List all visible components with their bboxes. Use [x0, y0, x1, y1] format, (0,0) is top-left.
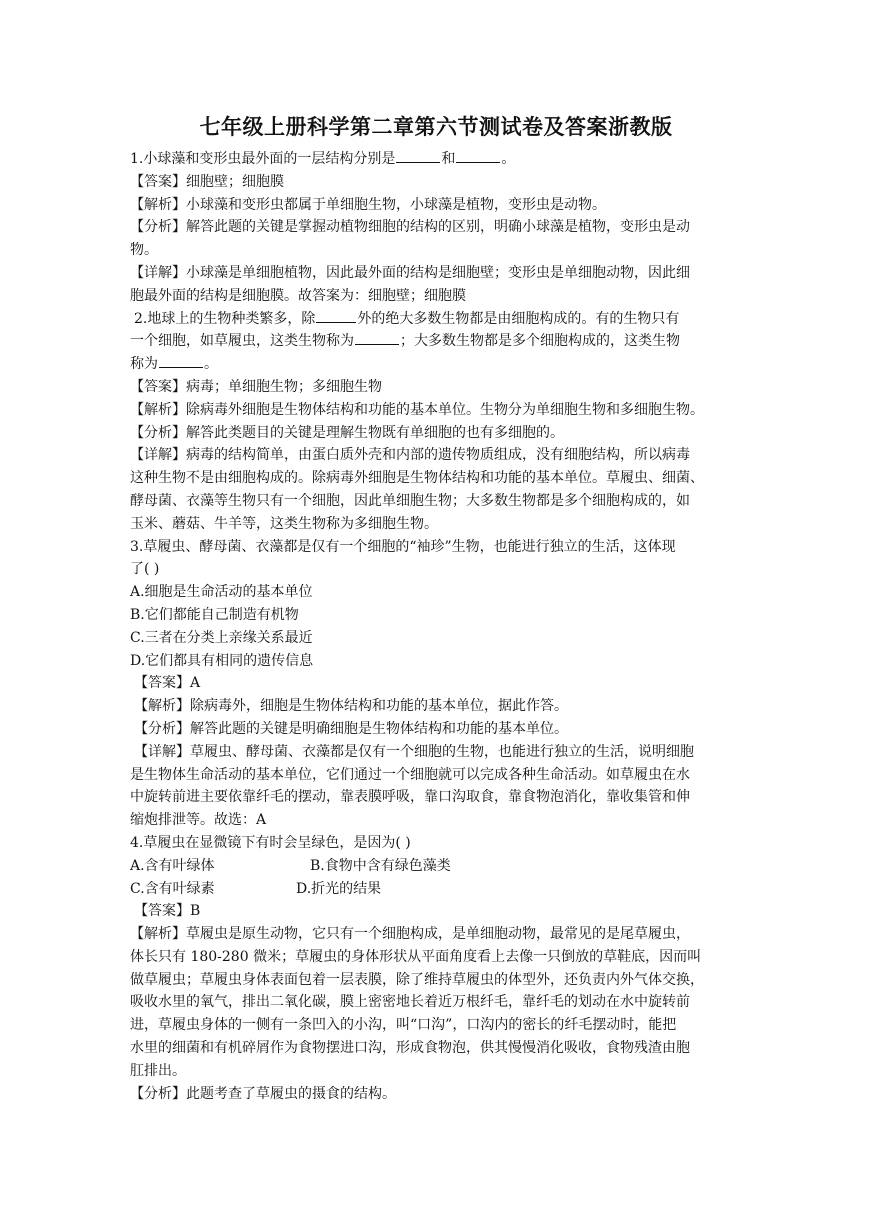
q4-jiexi-line7: 肛排出。	[130, 1062, 186, 1079]
document-title: 七年级上册科学第二章第六节测试卷及答案浙教版	[199, 114, 673, 139]
q1-xiangjie-line1: 【详解】小球藻是单细胞植物，因此最外面的结构是细胞壁；变形虫是单细胞动物，因此细	[130, 264, 690, 281]
q1-jiexi: 【解析】小球藻和变形虫都属于单细胞生物，小球藻是植物，变形虫是动物。	[130, 196, 606, 213]
q3-xiangjie-line1: 【详解】草履虫、酵母菌、衣藻都是仅有一个细胞的生物，也能进行独立的生活，说明细胞	[134, 743, 694, 760]
q2-stem-text-3a: 称为	[130, 356, 158, 373]
q4-option-c: C.含有叶绿素	[130, 880, 215, 897]
q3-answer: 【答案】A	[134, 675, 201, 692]
q4-options-row1	[130, 855, 742, 878]
q1-stem-text-and: 和	[441, 151, 456, 167]
q4-option-b: B.食物中含有绿色藻类	[310, 857, 451, 874]
q2-xiangjie-line3: 酵母菌、衣藻等生物只有一个细胞，因此单细胞生物；大多数生物都是多个细胞构成的，如	[130, 492, 690, 509]
q3-stem-line1: 3.草履虫、酵母菌、衣藻都是仅有一个细胞的“袖珍”生物，也能进行独立的生活，这体现	[130, 538, 676, 555]
q3-option-c: C.三者在分类上亲缘关系最近	[130, 629, 313, 646]
q3-option-a: A.细胞是生命活动的基本单位	[130, 584, 313, 601]
q1-stem-end: 。	[501, 151, 516, 167]
q4-jiexi-line5: 进，草履虫身体的一侧有一条凹入的小沟，叫“口沟”，口沟内的密长的纤毛摆动时，能把	[130, 1017, 677, 1034]
q3-xiangjie-line3: 中旋转前进主要依靠纤毛的摆动，靠表膜呼吸，靠口沟取食，靠食物泡消化，靠收集管和伸	[130, 789, 690, 806]
q2-stem-text-2b: ；大多数生物都是多个细胞构成的，这类生物	[400, 333, 680, 350]
q1-xiangjie-line2: 胞最外面的结构是细胞膜。故答案为：细胞壁；细胞膜	[130, 287, 466, 304]
q4-jiexi-line4: 吸收水里的氧气，排出二氧化碳，膜上密密地长着近万根纤毛，靠纤毛的划动在水中旋转前	[130, 994, 690, 1011]
q1-answer: 【答案】细胞壁；细胞膜	[130, 173, 284, 190]
q4-option-d: D.折光的结果	[296, 880, 382, 897]
q4-jiexi-line1: 【解析】草履虫是原生动物，它只有一个细胞构成，是单细胞动物，最常见的是尾草履虫，	[130, 926, 690, 943]
q2-stem-text-3b: 。	[204, 356, 218, 373]
document-page	[130, 112, 742, 1105]
q4-jiexi-line6: 水里的细菌和有机碎屑作为食物摆进口沟，形成食物泡，供其慢慢消化吸收，食物残渣由胞	[130, 1040, 690, 1057]
q4-answer: 【答案】B	[134, 903, 201, 920]
q2-stem-line1	[130, 308, 742, 331]
q2-blank-1	[316, 308, 356, 323]
q2-stem-line2	[130, 330, 742, 353]
q2-jiexi: 【解析】除病毒外细胞是生物体结构和功能的基本单位。生物分为单细胞生物和多细胞生物。	[130, 401, 704, 418]
q3-stem-line2: 了( )	[130, 561, 160, 578]
q3-fenxi: 【分析】解答此题的关键是明确细胞是生物体结构和功能的基本单位。	[134, 720, 568, 737]
q2-stem-text-1b: 外的绝大多数生物都是由细胞构成的。有的生物只有	[357, 310, 680, 327]
q2-fenxi: 【分析】解答此类题目的关键是理解生物既有单细胞的也有多细胞的。	[130, 424, 564, 441]
q4-jiexi-line3: 做草履虫；草履虫身体表面包着一层表膜，除了维持草履虫的体型外，还负责内外气体交换，	[130, 971, 704, 988]
q3-option-d: D.它们都具有相同的遗传信息	[130, 652, 314, 669]
q4-jiexi-line2: 体长只有 180-280 微米；草履虫的身体形状从平面角度看上去像一只倒放的草鞋底，因而叫	[130, 948, 702, 965]
q3-option-b: B.它们都能自己制造有机物	[130, 606, 299, 623]
q2-blank-3	[159, 353, 203, 368]
q1-blank-2	[456, 148, 500, 163]
q4-options-row2	[130, 878, 742, 901]
q1-fenxi-line1: 【分析】解答此题的关键是掌握动植物细胞的结构的区别，明确小球藻是植物，变形虫是动	[130, 219, 690, 236]
q4-option-a: A.含有叶绿体	[130, 857, 215, 874]
q2-blank-2	[355, 330, 399, 345]
q3-jiexi: 【解析】除病毒外，细胞是生物体结构和功能的基本单位，据此作答。	[134, 698, 568, 715]
q3-xiangjie-line2: 是生物体生命活动的基本单位，它们通过一个细胞就可以完成各种生命活动。如草履虫在水	[130, 766, 690, 783]
q4-fenxi: 【分析】此题考查了草履虫的摄食的结构。	[130, 1085, 396, 1102]
q1-blank-1	[396, 148, 440, 163]
q2-stem-line3	[130, 353, 742, 376]
q3-xiangjie-line4: 缩炮排泄等。故选：A	[130, 812, 267, 829]
q2-answer: 【答案】病毒；单细胞生物；多细胞生物	[130, 378, 382, 395]
q2-stem-text-2a: 一个细胞，如草履虫，这类生物称为	[130, 333, 354, 350]
q2-stem-text-1a: 2.地球上的生物种类繁多，除	[134, 310, 316, 327]
q4-stem: 4.草履虫在显微镜下有时会呈绿色，是因为( )	[130, 834, 411, 851]
q1-stem-text: 1.小球藻和变形虫最外面的一层结构分别是	[130, 151, 396, 167]
q2-xiangjie-line2: 这种生物不是由细胞构成的。除病毒外细胞是生物体结构和功能的基本单位。草履虫、细菌、	[130, 470, 704, 487]
q2-xiangjie-line4: 玉米、蘑菇、牛羊等，这类生物称为多细胞生物。	[130, 515, 438, 532]
q1-stem	[130, 148, 742, 171]
q2-xiangjie-line1: 【详解】病毒的结构简单，由蛋白质外壳和内部的遗传物质组成，没有细胞结构，所以病毒	[130, 447, 690, 464]
q1-fenxi-line2: 物。	[130, 242, 158, 259]
